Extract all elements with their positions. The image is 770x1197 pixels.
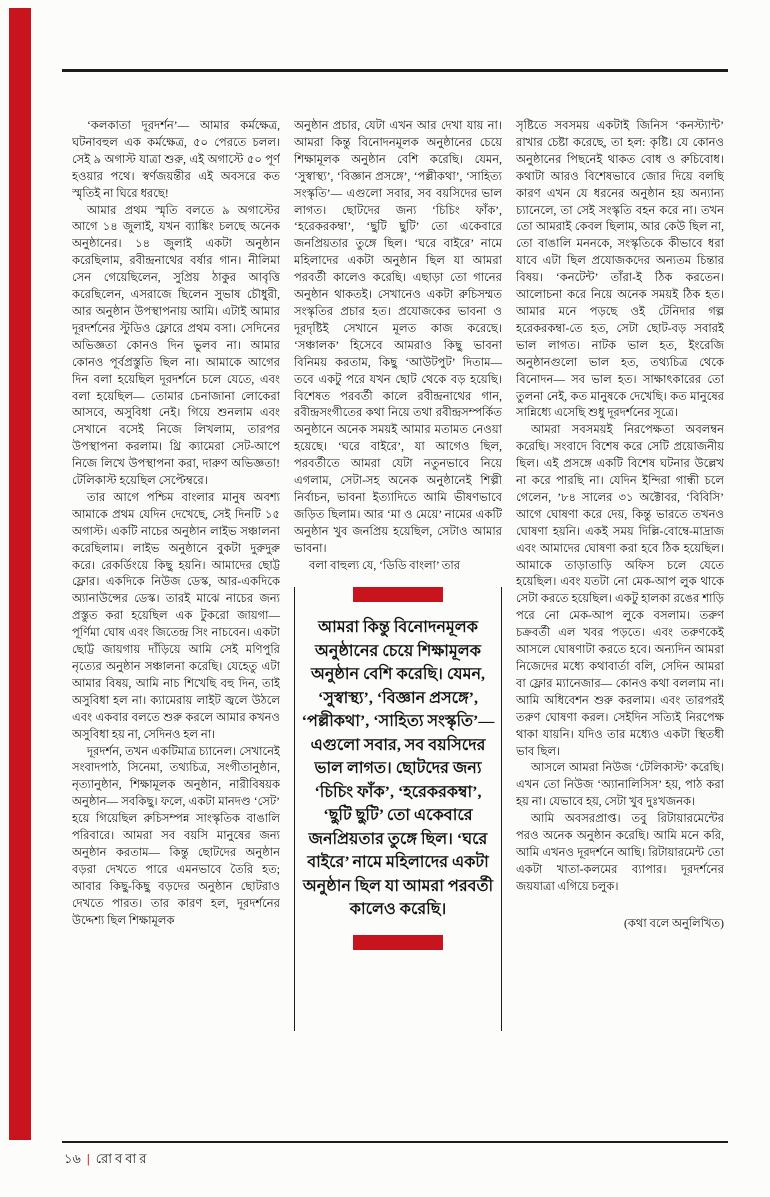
article-body — [72, 118, 724, 1126]
footer-folio — [64, 1150, 149, 1171]
top-rule — [62, 69, 728, 72]
byline: (কথা বলে অনুলিখিত) — [624, 917, 724, 930]
paragraph: ‘কলকাতা দূরদর্শন’— আমার কর্মক্ষেত্র, ঘটনাবহুল এক কর্মক্ষেত্র, ৫০ পেরতে চলল। সেই ৯ অগাস্ট যাত্রা শুরু, এই অগাস্টে ৫০ পূর্ণ হওয়ার পথে। স্বর্ণজয়ন্তীর এই অবসরে কত স্মৃতিই না ঘিরে ধরছে! — [72, 120, 280, 200]
folio-separator: | — [86, 1151, 90, 1166]
paragraph: দূরদর্শন, তখন একটিমাত্র চ্যানেল। সেখানেই সংবাদপাঠ, সিনেমা, তথ্যচিত্র, সংগীতানুষ্ঠান, নৃত্যানুষ্ঠান, শিক্ষামূলক অনুষ্ঠান, নারীবিষয়ক অনুষ্ঠান— সবকিছু। ফলে, একটা মানদণ্ড ‘সেট’ হয়ে গিয়েছিল রুচিসম্পন্ন সাংস্কৃতিক বাঙালি পরিবারে। আমরা সব বয়সি মানুষের জন্য অনুষ্ঠান করতাম— কিন্তু ছোটদের অনুষ্ঠান বড়রা দেখতে পারে এমনভাবে তৈরি হত; আবার কিছু-কিছু বড়দের অনুষ্ঠান ছোটরাও দেখতে পারত। তার কারণ হল, দূরদর্শনের উদ্দেশ্য ছিল শিক্ষামূলক — [72, 745, 280, 927]
paragraph: আসলে আমরা নিউজ ‘টেলিকাস্ট’ করেছি। এখন তো নিউজ ‘অ্যানালিসিস’ হয়, পাঠ করা হয় না। যেভাবে হয়, সেটা খুব দুঃখজনক। — [516, 762, 724, 809]
magazine-name: রোববার — [95, 1151, 150, 1166]
paragraph: সৃষ্টিতে সবসময় একটাই জিনিস ‘কনস্ট্যান্ট’ রাখার চেষ্টা করেছে, তা হল: কৃষ্টি। যে কোনও অনুষ্ঠানের পিছনেই থাকত বোধ ও রুচিবোধ। কথাটা আরও বিশেষভাবে জোর দিয়ে বলছি কারণ এখন যে ধরনের অনুষ্ঠান হয় অন্যান্য চ্যানেলে, তা সেই সংস্কৃতি বহন করে না। তখন তো আমরাই কেবল ছিলাম, আর কেউ ছিল না, তো বাঙালি মননকে, সংস্কৃতিকে কীভাবে ধরা যাবে এটা ছিল প্রযোজকদের অন্যতম চিন্তার বিষয়। ‘কনটেন্ট’ তাঁরা-ই ঠিক করতেন। আলোচনা করে নিয়ে অনেক সময়ই ঠিক হত। আমার মনে পড়ছে ওই টেনিদার গল্প হরেকরকম্বা-তে হত, সেটা ছোট-বড় সবারই ভাল লাগত। নাটক ভাল হত, ইংরেজি অনুষ্ঠানগুলো ভাল হত, তথ্যচিত্র থেকে বিনোদন— সব ভাল হত। সাক্ষাৎকারের তো তুলনা নেই, কত মানুষকে দেখেছি। কত মানুষের সান্নিধ্যে এসেছি শুধু দূরদর্শনের সূত্রে। — [516, 120, 724, 420]
left-red-stripe — [9, 8, 31, 1140]
paragraph: অনুষ্ঠান প্রচার, যেটা এখন আর দেখা যায় না। আমরা কিন্তু বিনোদনমূলক অনুষ্ঠানের চেয়ে শিক্ষামূলক অনুষ্ঠান বেশি করেছি। যেমন, ‘সুস্বাস্থ্য’, ‘বিজ্ঞান প্রসঙ্গে’, ‘পল্লীকথা’, ‘সাহিত্য সংস্কৃতি’— এগুলো সবার, সব বয়সিদের ভাল লাগত। ছোটদের জন্য ‘চিচিং ফাঁক’, ‘হরেকরকম্বা’, ‘ছুটি ছুটি’ তো একেবারে জনপ্রিয়তার তুঙ্গে ছিল। ‘ঘরে বাইরে’ নামে মহিলাদের একটা অনুষ্ঠান ছিল যা আমরা পরবর্তী কালেও করেছি। এছাড়া তো গানের অনুষ্ঠান থাকতই। সেখানেও একটা রুচিসম্মত সংস্কৃতির প্রচার হত। প্রযোজকের ভাবনা ও দূরদৃষ্টিই সেখানে মূলত কাজ করেছে। ‘সঞ্চালক’ হিসেবে আমরাও কিছু ভাবনা বিনিময় করতাম, কিছু ‘আউটপুট’ দিতাম— তবে একটু পরে যখন ছোট থেকে বড় হয়েছি। বিশেষত পরবর্তী কালে রবীন্দ্রনাথের গান, রবীন্দ্রসংগীতের কথা নিয়ে তথা রবীন্দ্রসম্পর্কিত অনুষ্ঠানে অনেক সময়ই আমার মতামত নেওয়া হয়েছে। ‘ঘরে বাইরে’, যা আগেও ছিল, পরবর্তীতে আমরা যেটা নতুনভাবে নিয়ে এগলাম, সেটা-সহ অনেক অনুষ্ঠানেই শিল্পী নির্বাচন, ভাবনা ইত্যাদিতে আমি ভীষণভাবে জড়িত ছিলাম। আর ‘মা ও মেয়ে’ নামের একটি অনুষ্ঠান খুব জনপ্রিয় হয়েছিল, সেটাও আমার ভাবনা। — [294, 120, 502, 555]
paragraph: তার আগে পশ্চিম বাংলার মানুষ অবশ্য আমাকে প্রথম যেদিন দেখেছে, সেই দিনটি ১৫ অগাস্ট। একটি নাচের অনুষ্ঠান লাইভ সঞ্চালনা করেছিলাম। লাইভ অনুষ্ঠানে বুকটা দুরুদুরু করে। রেকর্ডিংয়ে কিছু হয়নি। আমাদের ছোট্ট ফ্লোর। একদিকে নিউজ ডেস্ক, আর-একদিকে অ্যানাউন্সের ডেস্ক। তারই মাঝে নাচের জন্য প্রস্তুত করা হয়েছিল এক টুকরো জায়গা— পূর্ণিমা ঘোষ এবং জিতেন্দ্র সিং নাচবেন। একটা ছোট্ট জায়গায় দাঁড়িয়ে আমি সেই মণিপুরি নৃত্যের অনুষ্ঠান সঞ্চালনা করেছি। যেহেতু এটা আমার বিষয়, আমি নাচ শিখেছি বহু দিন, তাই অসুবিধা হল না। ক্যামেরায় লাইট জ্বলে উঠলে এবং একবার বলতে শুরু করলে আমার কখনও অসুবিধা হয় না, সেদিনও হল না। — [72, 491, 280, 741]
pull-quote-top-red-bar — [353, 587, 443, 602]
paragraph: আমরা সবসময়ই নিরপেক্ষতা অবলম্বন করেছি। সংবাদে বিশেষ করে সেটি প্রয়োজনীয় ছিল। এই প্রসঙ্গে একটি বিশেষ ঘটনার উল্লেখ না করে পারছি না। যেদিন ইন্দিরা গান্ধী চলে গেলেন, ’৮৪ সালের ৩১ অক্টোবর, ‘বিবিসি’ আগে ঘোষণা করে দেয়, কিন্তু ভারতে তখনও ঘোষণা হয়নি। একই সময় দিল্লি-বোম্বে-মাদ্রাজ এবং আমাদের ঘোষণা করা হবে ঠিক হয়েছিল। আমাকে তাড়াতাড়ি অফিস চলে যেতে হয়েছিল। এবং যতটা নো মেক-আপ লুক থাকে সেটা করতে হয়েছিল। একটু হালকা রঙের শাড়ি পরে নো মেক-আপ লুকে বসলাম। তরুণ চক্রবর্তী এল খবর পড়তে। এবং তরুণকেই আসলে ঘোষণাটা করতে হবে। অন্যদিন আমরা নিজেদের মধ্যে কথাবার্তা বলি, সেদিন আমরা বা ফ্লোর ম্যানেজার— কোনও কথা বললাম না। আমি অধিবেশন শুরু করলাম। এবং তারপরই তরুণ ঘোষণা করল। সেইদিন সত্যিই নিরপেক্ষ থাকা যায়নি। যদিও তার মধ্যেও একটা স্থিতধী ভাব ছিল। — [516, 424, 724, 758]
paragraph: আমি অবসরপ্রাপ্ত। তবু রিটায়ারমেন্টের পরও অনেক অনুষ্ঠান করেছি। আমি মনে করি, আমি এখনও দূরদর্শনে আছি। রিটায়ারমেন্ট তো একটা খাতা-কলমের ব্যাপার। দূরদর্শনের জয়যাত্রা এগিয়ে চলুক। — [516, 813, 724, 893]
column-3 — [516, 118, 724, 1126]
paragraph: বলা বাহুল্য যে, ‘ডিডি বাংলা’ তার — [309, 559, 461, 572]
footer-rule — [62, 1141, 728, 1143]
pull-quote-bottom-red-bar — [353, 935, 443, 950]
pull-quote — [294, 587, 502, 1031]
page-number: ১৬ — [64, 1151, 81, 1166]
column-2 — [294, 118, 502, 1126]
paragraph: আমার প্রথম স্মৃতি বলতে ৯ অগাস্টের আগে ১৪ জুলাই, যখন ব্যাঙ্কিং চলছে অনেক অনুষ্ঠানের। ১৪ জুলাই একটা অনুষ্ঠান করেছিলাম, রবীন্দ্রনাথের বর্ষার গান। নীলিমা সেন গেয়েছিলেন, সুপ্রিয় ঠাকুর আবৃত্তি করেছিলেন, এসরাজে ছিলেন সুভাষ চৌধুরী, আর অনুষ্ঠান উপস্থাপনায় আমি। এটাই আমার দূরদর্শনের স্টুডিও ফ্লোরে প্রথম বসা। সেদিনের অভিজ্ঞতা কোনও দিন ভুলব না। আমার কোনও পূর্বপ্রস্তুতি ছিল না। আমাকে আগের দিন বলা হয়েছিল দূরদর্শনে চলে যেতে, এবং বলা হয়েছিল— তোমার চেনাজানা লোকেরা আসবে, অসুবিধা নেই। গিয়ে শুনলাম এবং সেখানে বসেই নিজে লিখলাম, তারপর উপস্থাপনা করলাম। থ্রি ক্যামেরা সেট-আপে নিজে লিখে উপস্থাপনা করা, দারুণ অভিজ্ঞতা! টেলিকাস্ট হয়েছিল সেপ্টেম্বরে। — [72, 204, 280, 488]
column-1 — [72, 118, 280, 1126]
pull-quote-text: আমরা কিন্তু বিনোদনমূলক অনুষ্ঠানের চেয়ে শিক্ষামূলক অনুষ্ঠান বেশি করেছি। যেমন, ‘সুস্বাস্থ্য’, ‘বিজ্ঞান প্রসঙ্গে’, ‘পল্লীকথা’, ‘সাহিত্য সংস্কৃতি’— এগুলো সবার, সব বয়সিদের ভাল লাগত। ছোটদের জন্য ‘চিচিং ফাঁক’, ‘হরেকরকম্বা’, ‘ছুটি ছুটি’ তো একেবারে জনপ্রিয়তার তুঙ্গে ছিল। ‘ঘরে বাইরে’ নামে মহিলাদের একটা অনুষ্ঠান ছিল যা আমরা পরবর্তী কালেও করেছি। — [301, 619, 495, 919]
